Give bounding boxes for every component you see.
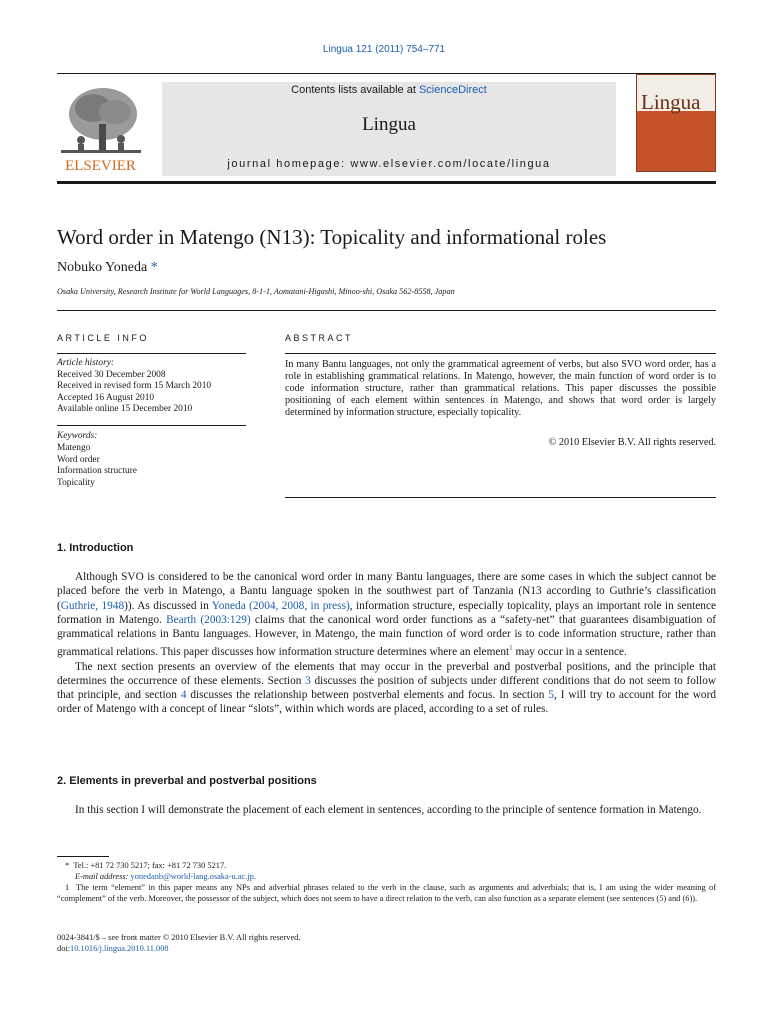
journal-homepage[interactable]: journal homepage: www.elsevier.com/locate/lingua xyxy=(227,158,551,170)
section-2-heading: 2. Elements in preverbal and postverbal positions xyxy=(57,775,317,787)
abstract-text: In many Bantu languages, not only the grammatical agreement of verbs, but also SVO word order, has a role in establishing grammatical relations. In Matengo, however, the main function of word order is to code information structure, rather than grammatical relations. This paper discusses the possible positioning of each element within sentences in Matengo, and shows that word order is largely determined by information structure, especially topicality. xyxy=(285,359,716,418)
title-rule xyxy=(57,310,716,311)
doi-label: doi: xyxy=(57,944,71,953)
ref-yoneda[interactable]: Yoneda (2004, 2008, in press) xyxy=(211,599,350,612)
author-line xyxy=(57,260,158,276)
cover-title: Lingua xyxy=(641,90,701,114)
doi-link[interactable]: 10.1016/j.lingua.2010.11.008 xyxy=(70,944,169,953)
introduction-paragraphs xyxy=(57,570,716,717)
history-revised: Received in revised form 15 March 2010 xyxy=(57,381,212,391)
keyword-item: Word order xyxy=(57,455,100,465)
section-2-text: In this section I will demonstrate the placement of each element in sentences, according to the principle of sentence formation in Matengo. xyxy=(75,804,702,816)
author-footnote-marker[interactable]: * xyxy=(150,260,158,275)
footnote-star-mark: * xyxy=(65,861,70,870)
keywords-rule xyxy=(57,425,246,426)
email-label: E-mail address: xyxy=(75,872,131,881)
history-accepted: Accepted 16 August 2010 xyxy=(57,393,155,403)
journal-cover-image xyxy=(636,74,716,172)
section-4-link[interactable]: 4 xyxy=(180,689,187,702)
history-label: Article history: xyxy=(57,358,115,368)
email-link[interactable]: yonedanb@world-lang.osaka-u.ac.jp xyxy=(130,872,254,881)
footnote-contact xyxy=(65,861,716,872)
elsevier-tree-logo-icon xyxy=(57,82,144,174)
abstract-rule xyxy=(285,353,716,354)
doi-line xyxy=(57,944,169,955)
author-affiliation: Osaka University, Research Institute for World Languages, 8-1-1, Aomatani-Higashi, Minoo-shi, Osaka 562-8558, Japan xyxy=(57,287,455,296)
article-info-rule xyxy=(57,353,246,354)
journal-name: Lingua xyxy=(362,114,416,135)
footnote-contact-text: Tel.: +81 72 730 5217; fax: +81 72 730 5217. xyxy=(73,861,227,870)
abstract-heading: ABSTRACT xyxy=(285,333,354,343)
journal-citation[interactable]: Lingua 121 (2011) 754–771 xyxy=(322,44,446,55)
article-title: Word order in Matengo (N13): Topicality and informational roles xyxy=(57,225,607,249)
section-5-link[interactable]: 5 xyxy=(548,689,555,702)
footnote-1-marker[interactable]: 1 xyxy=(509,644,513,653)
intro-paragraph-1: Although SVO is considered to be the canonical word order in many Bantu languages, there are some cases in which the subject cannot be placed before the verb in Matengo, a Bantu language spoken in the southwest part of Tanzania (N13 according to Guthrie’s classification (Guthrie, 1948)). As discussed in Yoneda (2004, 2008, in press), information structure, especially topicality, plays an important role in sentence formation in Matengo. Bearth (2003:129) claims that the canonical word order functions as a “safety-net” that guarantees disambiguation of grammatical relations in Bantu languages. However, in Matengo, the main function of word order is to code information structure, rather than grammatical relations. This paper discusses how information structure determines where an element$^1$ may occur in a sentence. xyxy=(57,571,716,659)
footnote-email: E-mail address: yonedanb@world-lang.osaka-u.ac.jp. xyxy=(75,872,256,881)
keyword-item: Information structure xyxy=(57,466,137,476)
section-1-heading: 1. Introduction xyxy=(57,542,134,554)
sciencedirect-link[interactable]: ScienceDirect xyxy=(418,84,487,96)
article-info-heading: ARTICLE INFO xyxy=(57,333,149,343)
keywords-label: Keywords: xyxy=(57,431,98,441)
ref-bearth-2003[interactable]: Bearth (2003:129) xyxy=(166,613,251,626)
intro-paragraph-2: The next section presents an overview of the elements that may occur in the preverbal and postverbal positions, and the principle that determines the occurrence of these elements. Section 3 discusses the position of subjects under different conditions that do not seem to follow that principle, and section 4 discusses the relationship between postverbal elements and focus. In section 5, I will try to account for the word order of Matengo with a concept of linear “slots”, within which words are placed, according to a set of rules. xyxy=(57,660,716,716)
history-received: Received 30 December 2008 xyxy=(57,370,166,380)
masthead-rule xyxy=(57,181,716,184)
section-3-link[interactable]: 3 xyxy=(305,674,311,687)
keyword-item: Matengo xyxy=(57,443,91,453)
abstract-bottom-rule xyxy=(285,497,716,498)
contents-prefix: Contents lists available at xyxy=(291,84,419,96)
history-online: Available online 15 December 2010 xyxy=(57,404,193,414)
footnote-rule xyxy=(57,856,109,857)
publisher-name: ELSEVIER xyxy=(65,158,136,174)
footnote-1 xyxy=(57,883,716,904)
header-rule xyxy=(57,73,716,74)
footnote-1-mark: 1 xyxy=(65,883,70,892)
section-2-paragraph xyxy=(57,803,716,817)
ref-guthrie-1948[interactable]: Guthrie, 1948 xyxy=(60,599,125,612)
abstract-copyright: © 2010 Elsevier B.V. All rights reserved. xyxy=(548,437,716,448)
footnote-1-text: The term “element” in this paper means any NPs and adverbial phrases related to the verb in the clause, such as arguments and adverbials; that is, I am using the wider meaning of “complement” of the verb. Moreover, the possessor of the subject, which does not seem to have a direct relation to the verb, can also function as a separate element (see sentences (5) and (6)). xyxy=(57,883,717,903)
author-name: Nobuko Yoneda xyxy=(57,260,148,275)
keyword-item: Topicality xyxy=(57,478,95,488)
contents-availability xyxy=(162,82,616,96)
issn-line: 0024-3841/$ – see front matter © 2010 Elsevier B.V. All rights reserved. xyxy=(57,933,301,942)
